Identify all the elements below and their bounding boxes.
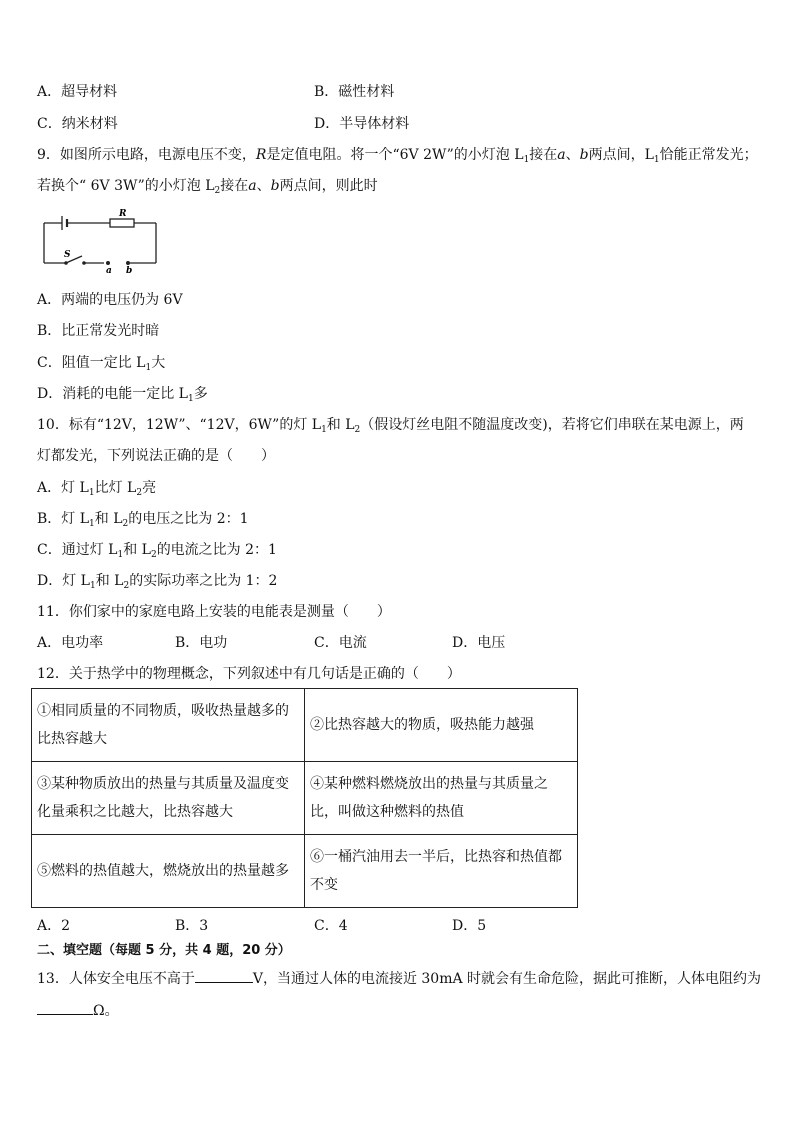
q8-option-c: C．纳米材料 xyxy=(37,116,118,132)
q12-option-b: B．3 xyxy=(175,918,209,934)
q12-statement-5: ⑤燃料的热值越大，燃烧放出的热量越多 xyxy=(32,835,305,908)
resistor xyxy=(110,219,134,227)
q12-option-a: A．2 xyxy=(37,918,71,934)
circuit-label-b: b xyxy=(126,266,133,274)
q9-stem-line1: 9．如图所示电路，电源电压不变，R是定值电阻。将一个“6V 2W”的小灯泡 $L_1$接在a、b两点间，$L_1$恰能正常发光； xyxy=(37,147,758,165)
q9-option-d: D．消耗的电能一定比 $L_1$多 xyxy=(37,386,208,404)
q12-statement-1: ①相同质量的不同物质，吸收热量越多的比热容越大 xyxy=(32,689,305,762)
q13-blank-resistance xyxy=(37,1000,93,1015)
q11-stem: 11．你们家中的家庭电路上安装的电能表是测量（ ） xyxy=(37,604,391,620)
q10-stem-line1: 10．标有“12V，12W”、“12V，6W”的灯 $L_1$和 $L_2$（假设灯丝电阻不随温度改变)，若将它们串联在某电源上，两 xyxy=(37,417,744,435)
q12-option-d: D．5 xyxy=(452,918,487,934)
q8-option-b: B．磁性材料 xyxy=(314,84,395,100)
q12-statement-6: ⑥一桶汽油用去一半后，比热容和热值都不变 xyxy=(305,835,578,908)
circuit-label-a: a xyxy=(106,266,112,274)
q12-statement-3: ③某种物质放出的热量与其质量及温度变化量乘积之比越大，比热容越大 xyxy=(32,762,305,835)
q10-option-b: B．灯 $L_1$和 $L_2$的电压之比为 2：1 xyxy=(37,511,249,529)
q9-circuit-diagram xyxy=(38,204,162,274)
q11-option-a: A．电功率 xyxy=(37,635,104,651)
q10-stem-line2: 灯都发光，下列说法正确的是（ ） xyxy=(37,448,275,464)
q10-option-c: C．通过灯 $L_1$和 $L_2$的电流之比为 2：1 xyxy=(37,542,277,560)
q12-stem: 12．关于热学中的物理概念，下列叙述中有几句话是正确的（ ） xyxy=(37,666,461,682)
q13-line2: Ω。 xyxy=(37,1000,119,1021)
circuit-label-S: S xyxy=(64,250,71,260)
terminal-b xyxy=(126,261,130,265)
q11-option-d: D．电压 xyxy=(452,635,506,651)
q13-blank-voltage xyxy=(195,968,253,983)
q12-statement-4: ④某种燃料燃烧放出的热量与其质量之比，叫做这种燃料的热值 xyxy=(305,762,578,835)
q9-stem-line2: 若换个“ 6V 3W”的小灯泡 $L_2$接在a、b两点间，则此时 xyxy=(37,178,378,196)
q12-option-c: C．4 xyxy=(314,918,348,934)
q13-line1: 13．人体安全电压不高于 V，当通过人体的电流接近 30mA 时就会有生命危险，据此可推断，人体电阻约为 xyxy=(37,968,761,989)
q8-option-d: D．半导体材料 xyxy=(314,116,410,132)
section-heading-fill-in: 二、填空题（每题 5 分，共 4 题，20 分） xyxy=(37,943,291,958)
terminal-a xyxy=(106,261,110,265)
q12-statement-table xyxy=(31,688,578,908)
q10-option-d: D．灯 $L_1$和 $L_2$的实际功率之比为 1：2 xyxy=(37,573,278,591)
q9-option-c: C．阻值一定比 $L_1$大 xyxy=(37,355,166,373)
q10-option-a: A．灯 $L_1$比灯 $L_2$亮 xyxy=(37,480,157,498)
q11-option-c: C．电流 xyxy=(314,635,367,651)
circuit-label-R: R xyxy=(119,209,127,219)
q11-option-b: B．电功 xyxy=(175,635,228,651)
q12-statement-2: ②比热容越大的物质，吸热能力越强 xyxy=(305,689,578,762)
q9-option-a: A．两端的电压仍为 6V xyxy=(37,292,183,308)
q8-option-a: A．超导材料 xyxy=(37,84,118,100)
q9-option-b: B．比正常发光时暗 xyxy=(37,323,160,339)
